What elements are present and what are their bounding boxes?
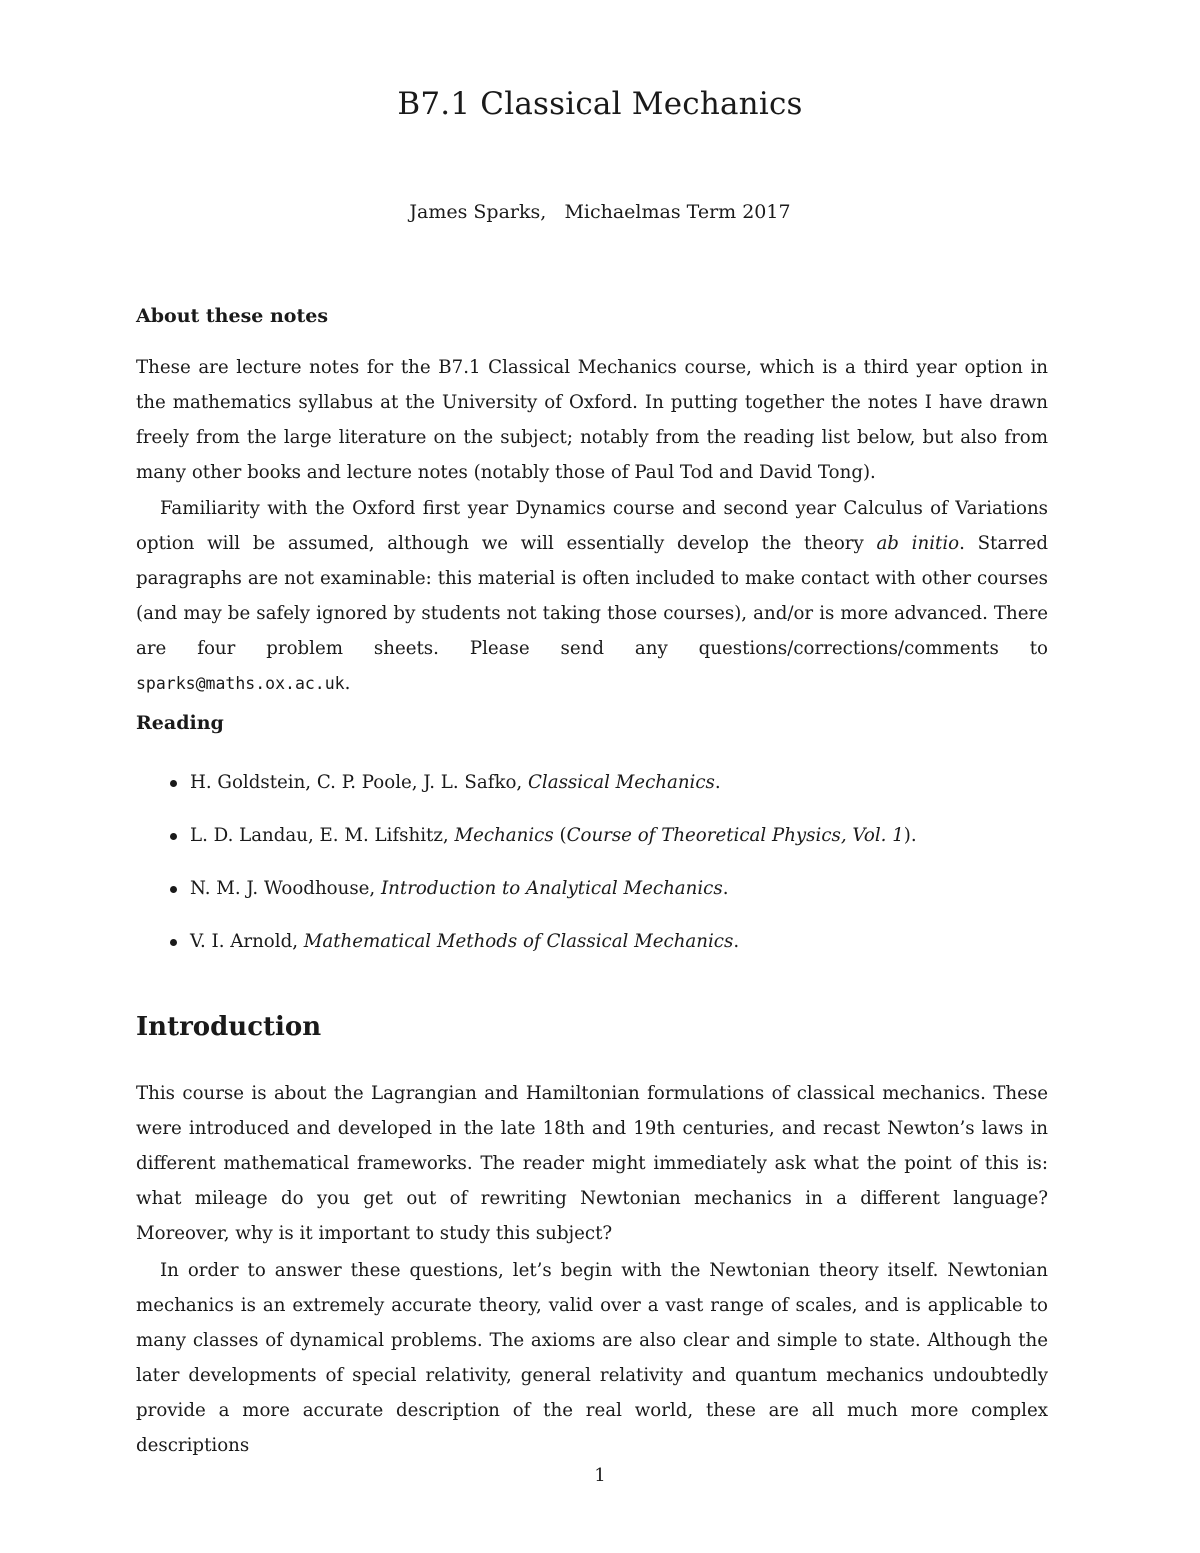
email-address: sparks@maths.ox.ac.uk	[136, 674, 345, 693]
document-title: B7.1 Classical Mechanics	[397, 86, 803, 122]
latin-phrase: ab initio	[876, 533, 960, 554]
term: Michaelmas Term 2017	[564, 201, 791, 223]
reading-item: L. D. Landau, E. M. Lifshitz, Mechanics (Course of Theoretical Physics, Vol. 1).	[136, 818, 1048, 871]
author-name: James Sparks,	[409, 201, 547, 223]
book-title: Mechanics	[454, 825, 554, 846]
page-number: 1	[594, 1465, 606, 1486]
reading-item: H. Goldstein, C. P. Poole, J. L. Safko, Classical Mechanics.	[136, 765, 1048, 818]
introduction-paragraph-1: This course is about the Lagrangian and Hamiltonian formulations of classical mechanics. These were introduced and developed in the late 18th and 19th centuries, and recast Newton’s laws in different mathematical frameworks. The reader might immediately ask what the point of this is: what mileage do you get out of rewriting Newtonian mechanics in a different language? Moreover, why is it important to study this subject?	[136, 1083, 1048, 1244]
book-series: Course of Theoretical Physics, Vol. 1	[566, 825, 904, 846]
reading-item: N. M. J. Woodhouse, Introduction to Analytical Mechanics.	[136, 871, 1048, 924]
introduction-paragraph-2: In order to answer these questions, let’s begin with the Newtonian theory itself. Newtonian mechanics is an extremely accurate theory, valid over a vast range of scales, and is applicable to many classes of dynamical problems. The axioms are also clear and simple to state. Although the later developments of special relativity, general relativity and quantum mechanics undoubtedly provide a more accurate description of the real world, these are all much more complex descriptions	[136, 1260, 1048, 1456]
book-title: Classical Mechanics	[528, 772, 715, 793]
bullet-icon	[170, 780, 177, 787]
bullet-icon	[170, 833, 177, 840]
about-paragraph-1: These are lecture notes for the B7.1 Classical Mechanics course, which is a third year option in the mathematics syllabus at the University of Oxford. In putting together the notes I have drawn freely from the large literature on the subject; notably from the reading list below, but also from many other books and lecture notes (notably those of Paul Tod and David Tong).	[136, 357, 1048, 483]
book-title: Mathematical Methods of Classical Mechanics	[303, 931, 734, 952]
author-line	[0, 201, 1200, 223]
reading-item: V. I. Arnold, Mathematical Methods of Classical Mechanics.	[136, 924, 1048, 977]
about-paragraph-2: Familiarity with the Oxford first year Dynamics course and second year Calculus of Variations option will be assumed, although we will essentially develop the theory ab initio. Starred paragraphs are not examinable: this material is often included to make contact with other courses (and may be safely ignored by students not taking those courses), and/or is more advanced. There are four problem sheets. Please send any questions/corrections/comments to sparks@maths.ox.ac.uk.	[136, 498, 1048, 694]
introduction-heading: Introduction	[136, 1012, 322, 1042]
reading-list	[136, 765, 1048, 977]
bullet-icon	[170, 939, 177, 946]
reading-heading: Reading	[136, 712, 224, 734]
about-heading: About these notes	[136, 305, 329, 327]
bullet-icon	[170, 886, 177, 893]
book-title: Introduction to Analytical Mechanics	[380, 878, 723, 899]
